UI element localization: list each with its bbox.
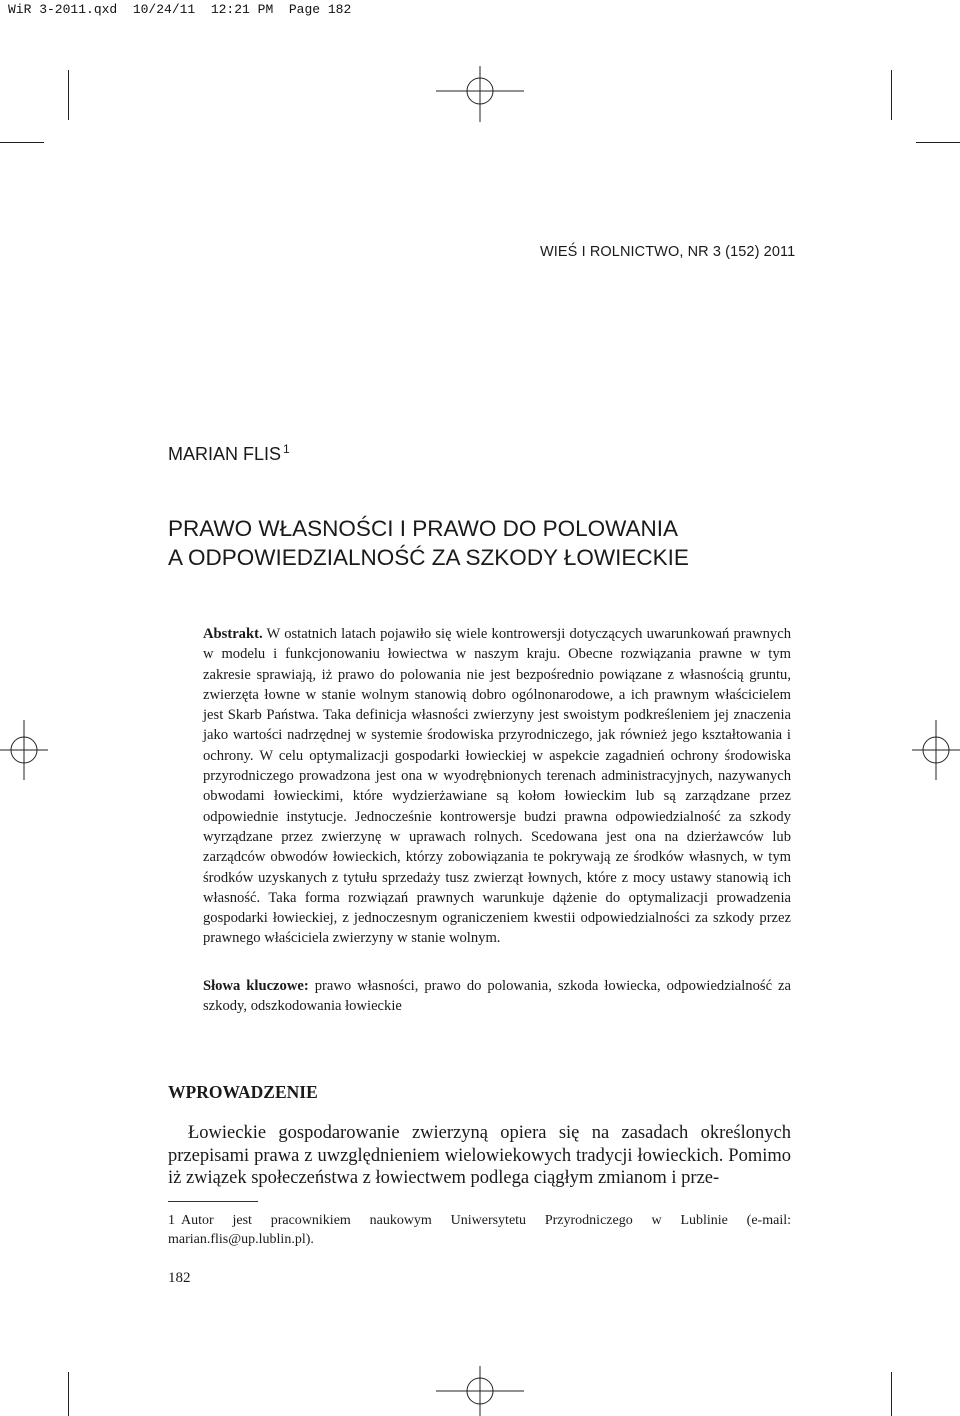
crop-mark — [68, 1372, 69, 1416]
document-slug: WiR 3-2011.qxd 10/24/11 12:21 PM Page 182 — [8, 2, 352, 17]
registration-mark-icon — [436, 1366, 524, 1416]
footnote — [168, 1211, 791, 1249]
footnote-number: 1 — [168, 1213, 175, 1228]
crop-mark — [891, 70, 892, 120]
article-title — [168, 514, 689, 572]
author-footnote-ref: 1 — [283, 442, 290, 456]
registration-mark-icon — [436, 66, 524, 122]
footnote-text: Autor jest pracownikiem naukowym Uniwersytetu Przyrodniczego w Lublinie (e-mail: marian.flis@up.lublin.pl). — [168, 1213, 791, 1247]
crop-mark — [916, 142, 960, 143]
registration-mark-icon — [0, 720, 48, 780]
section-body: Łowieckie gospodarowanie zwierzyną opiera się na zasadach określonych przepisami prawa z uwzględnieniem wielowiekowych tradycji łowieckich. Pomimo iż związek społeczeństwa z łowiectwem podlega ciągłym zmianom i prze- — [168, 1123, 791, 1188]
author-name-text: MARIAN FLIS — [168, 444, 282, 464]
title-line-1: PRAWO WŁASNOŚCI I PRAWO DO POLOWANIA — [168, 516, 679, 541]
crop-mark — [68, 70, 69, 120]
crop-mark — [0, 142, 44, 143]
abstract-label: Abstrakt. — [203, 626, 263, 642]
crop-mark — [891, 1372, 892, 1416]
section-heading: WPROWADZENIE — [168, 1082, 318, 1102]
keywords-label: Słowa kluczowe: — [203, 978, 309, 994]
page-number: 182 — [168, 1270, 191, 1286]
author-name — [168, 442, 290, 465]
registration-mark-icon — [912, 720, 960, 780]
abstract-text: W ostatnich latach pojawiło się wiele kontrowersji dotyczących uwarunkowań prawnych w modelu i funkcjonowaniu łowiectwa w naszym kraju. Obecne rozwiązania prawne w tym zakresie sprawiają, iż prawo do polowania nie jest bezpośrednio powiązane z własnością gruntu, zwierzęta łowne w stanie wolnym stanowią dobro ogólnonarodowe, a ich prawnym właścicielem jest Skarb Państwa. Taka definicja własności zwierzyny jest swoistym podkreśleniem jej znaczenia jako wartości nadrzędnej w systemie środowiska przyrodniczego, jak również jego kształtowania i ochrony. W celu optymalizacji gospodarki łowieckiej w aspekcie zagadnień ochrony środowiska przyrodniczego prowadzona jest ona w wyodrębnionych terenach administracyjnych, nazywanych obwodami łowieckimi, które wydzierżawiane są kołom łowieckim lub są zarządzane przez odpowiednie instytucje. Jednocześnie kontrowersje budzi prawna odpowiedzialność za szkody wyrządzane przez zwierzynę w uprawach rolnych. Scedowana jest ona na dzierżawców lub zarządców obwodów łowieckich, którzy zobowiązania te pokrywają ze środków własnych, w tym środków uzyskanych z tytułu sprzedaży tusz zwierząt łownych, które z mocy ustawy stanowią ich własność. Taka forma rozwiązań prawnych warunkuje dążenie do optymalizacji prowadzenia gospodarki łowieckiej, z jednoczesnym ograniczeniem kwestii odpowiedzialności za szkody przez prawnego właściciela zwierzyny w stanie wolnym. — [203, 626, 791, 947]
running-head: WIEŚ I ROLNICTWO, NR 3 (152) 2011 — [540, 244, 796, 260]
title-line-2: A ODPOWIEDZIALNOŚĆ ZA SZKODY ŁOWIECKIE — [168, 545, 689, 570]
keywords-text: prawo własności, prawo do polowania, szkoda łowiecka, odpowiedzialność za szkody, odszkodowania łowieckie — [203, 978, 791, 1015]
keywords — [203, 976, 791, 1017]
footnote-divider — [168, 1201, 258, 1202]
abstract — [203, 624, 791, 949]
